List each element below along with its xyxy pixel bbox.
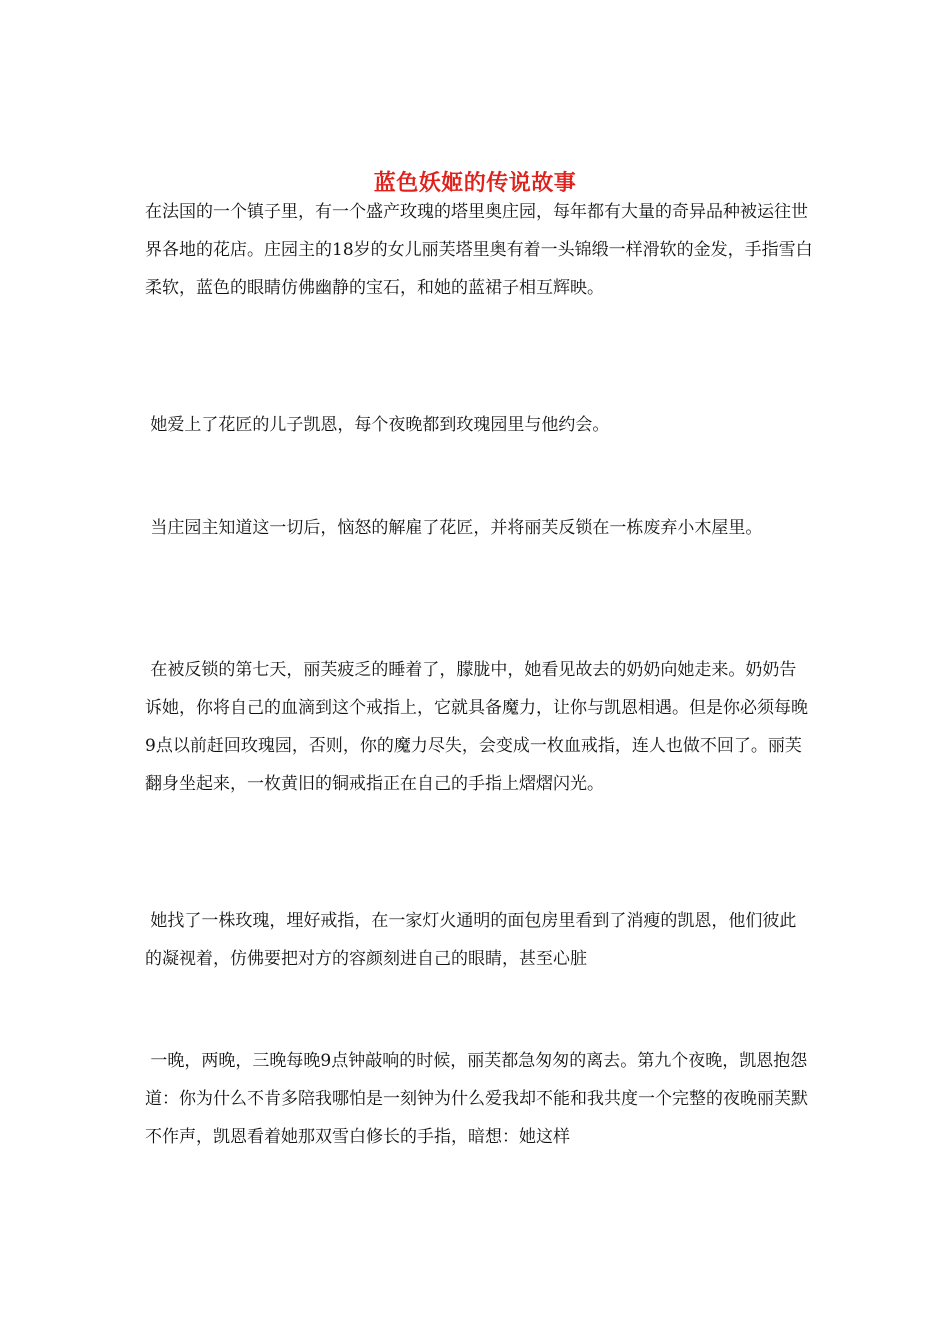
paragraph-5: 她找了一株玫瑰，埋好戒指，在一家灯火通明的面包房里看到了消瘦的凯恩，他们彼此的凝视着，仿佛要把对方的容颜刻进自己的眼睛，甚至心脏: [145, 911, 797, 969]
paragraph-6: 一晚，两晚，三晚每晚9点钟敲响的时候，丽芙都急匆匆的离去。第九个夜晚，凯恩抱怨道：你为什么不肯多陪我哪怕是一刻钟为什么爱我却不能和我共度一个完整的夜晚丽芙默不作声，凯恩看着她那双雪白修长的手指，暗想：她这样: [145, 1051, 808, 1147]
paragraph-2: 她爱上了花匠的儿子凯恩，每个夜晚都到玫瑰园里与他约会。: [145, 415, 610, 435]
paragraph-3: 当庄园主知道这一切后，恼怒的解雇了花匠，并将丽芙反锁在一栋废弃小木屋里。: [145, 518, 763, 538]
document-title: 蓝色妖姬的传说故事: [373, 169, 577, 196]
paragraph-1: 在法国的一个镇子里，有一个盛产玫瑰的塔里奥庄园，每年都有大量的奇异品种被运往世界各地的花店。庄园主的18岁的女儿丽芙塔里奥有着一头锦缎一样滑软的金发，手指雪白柔软，蓝色的眼睛仿佛幽静的宝石，和她的蓝裙子相互辉映。: [145, 202, 813, 298]
paragraph-4: 在被反锁的第七天，丽芙疲乏的睡着了，朦胧中，她看见故去的奶奶向她走来。奶奶告诉她，你将自己的血滴到这个戒指上，它就具备魔力，让你与凯恩相遇。但是你必须每晚9点以前赶回玫瑰园，否则，你的魔力尽失，会变成一枚血戒指，连人也做不回了。丽芙翻身坐起来，一枚黄旧的铜戒指正在自己的手指上熠熠闪光。: [145, 660, 808, 794]
